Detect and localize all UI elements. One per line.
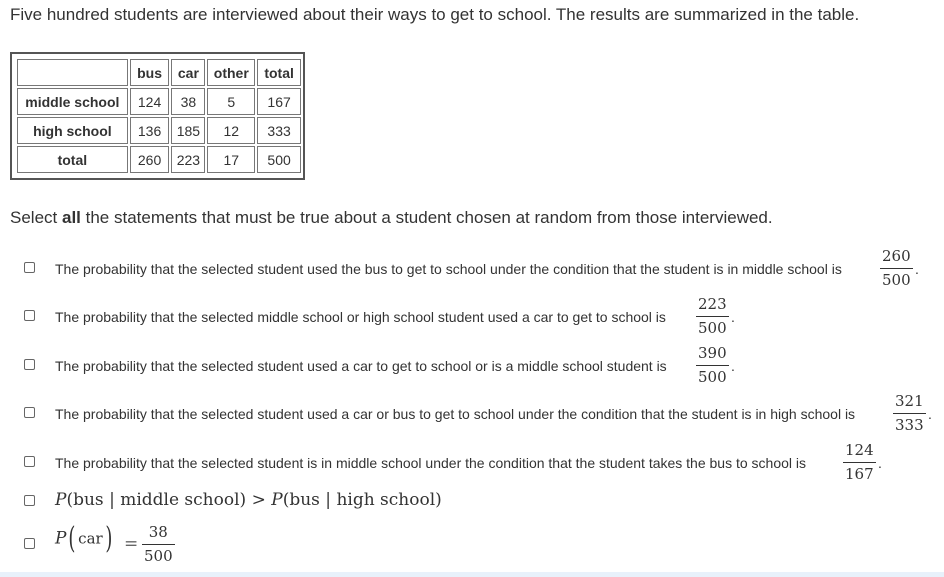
option-4-fraction [893,392,926,434]
fraction-bar [142,544,175,545]
table-row [17,146,301,173]
checkbox-option-4[interactable] [24,407,35,418]
table-cell: 124 [130,88,170,115]
option-1-period: . [915,261,919,277]
math-equals: = [124,534,139,554]
math-p-symbol: P [55,490,67,510]
math-paren: ) [435,490,442,510]
option-5-text: The probability that the selected student is in middle school under the condition that the student takes the bus to school is [55,455,807,471]
math-condition: high school [336,490,436,510]
fraction-denominator: 500 [698,368,727,386]
row-header-middle-school: middle school [17,88,128,115]
summary-table-frame [10,52,305,180]
math-given-bar: | [109,490,115,510]
option-4-period: . [928,406,932,422]
fraction-numerator: 321 [895,392,924,410]
fraction-bar [696,316,729,317]
option-2-text: The probability that the selected middle school or high school student used a car to get to school is [55,309,666,325]
math-paren: ( [282,490,290,510]
table-row [17,88,301,115]
summary-table [15,57,303,175]
table-cell: 5 [207,88,255,115]
math-paren: ( [66,490,74,510]
option-5-fraction [843,441,876,483]
fraction-numerator: 124 [845,441,874,459]
fraction-bar [696,365,729,366]
math-event: bus [73,490,104,510]
bottom-bar [0,572,944,577]
table-cell: 38 [171,88,205,115]
checkbox-option-7[interactable] [24,538,35,549]
prompt-text-start: Select [10,208,62,227]
option-6-math [55,490,442,510]
math-p-symbol: P [271,490,283,510]
table-cell: 17 [207,146,255,173]
fraction-bar [843,462,876,463]
option-3-period: . [731,358,735,374]
row-header-total: total [17,146,128,173]
fraction-denominator: 500 [882,271,911,289]
option-4-text: The probability that the selected student used a car or bus to get to school under the condition that the student is in high school is [55,406,856,422]
table-row [17,117,301,144]
table-cell: 333 [257,117,301,144]
math-operator: > [251,490,266,510]
option-7-math [55,521,114,556]
option-2-fraction [696,295,729,337]
prompt-emphasis: all [61,208,81,227]
fraction-bar [880,268,913,269]
column-header-other: other [207,59,255,86]
math-event: car [78,529,103,548]
option-1-text: The probability that the selected student used the bus to get to school under the condition that the student is in middle school is [55,261,842,277]
row-header-high-school: high school [17,117,128,144]
option-3-text: The probability that the selected student used a car to get to school or is a middle school student is [55,358,667,374]
math-paren: ) [239,490,247,510]
option-2-period: . [731,309,735,325]
table-corner-cell [17,59,128,86]
fraction-denominator: 500 [144,547,173,565]
option-1-fraction [880,247,913,289]
fraction-numerator: 390 [698,344,727,362]
math-event: bus [289,490,320,510]
option-7-fraction [142,523,175,565]
column-header-total: total [257,59,301,86]
checkbox-option-1[interactable] [24,262,35,273]
checkbox-option-2[interactable] [24,310,35,321]
fraction-denominator: 500 [698,319,727,337]
option-5-period: . [878,455,882,471]
math-condition: middle school [120,490,240,510]
table-header-row [17,59,301,86]
table-cell: 223 [171,146,205,173]
fraction-bar [893,413,926,414]
column-header-bus: bus [130,59,170,86]
fraction-numerator: 38 [148,523,168,541]
table-cell: 185 [171,117,205,144]
checkbox-option-6[interactable] [24,495,35,506]
table-cell: 500 [257,146,301,173]
math-paren: ) [105,521,113,556]
math-p-symbol: P [55,528,67,549]
math-given-bar: | [325,490,332,510]
table-cell: 167 [257,88,301,115]
fraction-numerator: 223 [698,295,727,313]
prompt-text-end: the statements that must be true about a student chosen at random from those interviewed. [80,208,773,227]
question-intro: Five hundred students are interviewed about their ways to get to school. The results are summarized in the table. [10,5,860,24]
checkbox-option-3[interactable] [24,359,35,370]
table-cell: 260 [130,146,170,173]
fraction-denominator: 167 [845,465,874,483]
fraction-numerator: 260 [882,247,911,265]
instruction-prompt [10,208,773,228]
checkbox-option-5[interactable] [24,456,35,467]
table-cell: 12 [207,117,255,144]
column-header-car: car [171,59,205,86]
table-cell: 136 [130,117,170,144]
math-paren: ( [68,521,76,556]
fraction-denominator: 333 [895,416,924,434]
option-3-fraction [696,344,729,386]
